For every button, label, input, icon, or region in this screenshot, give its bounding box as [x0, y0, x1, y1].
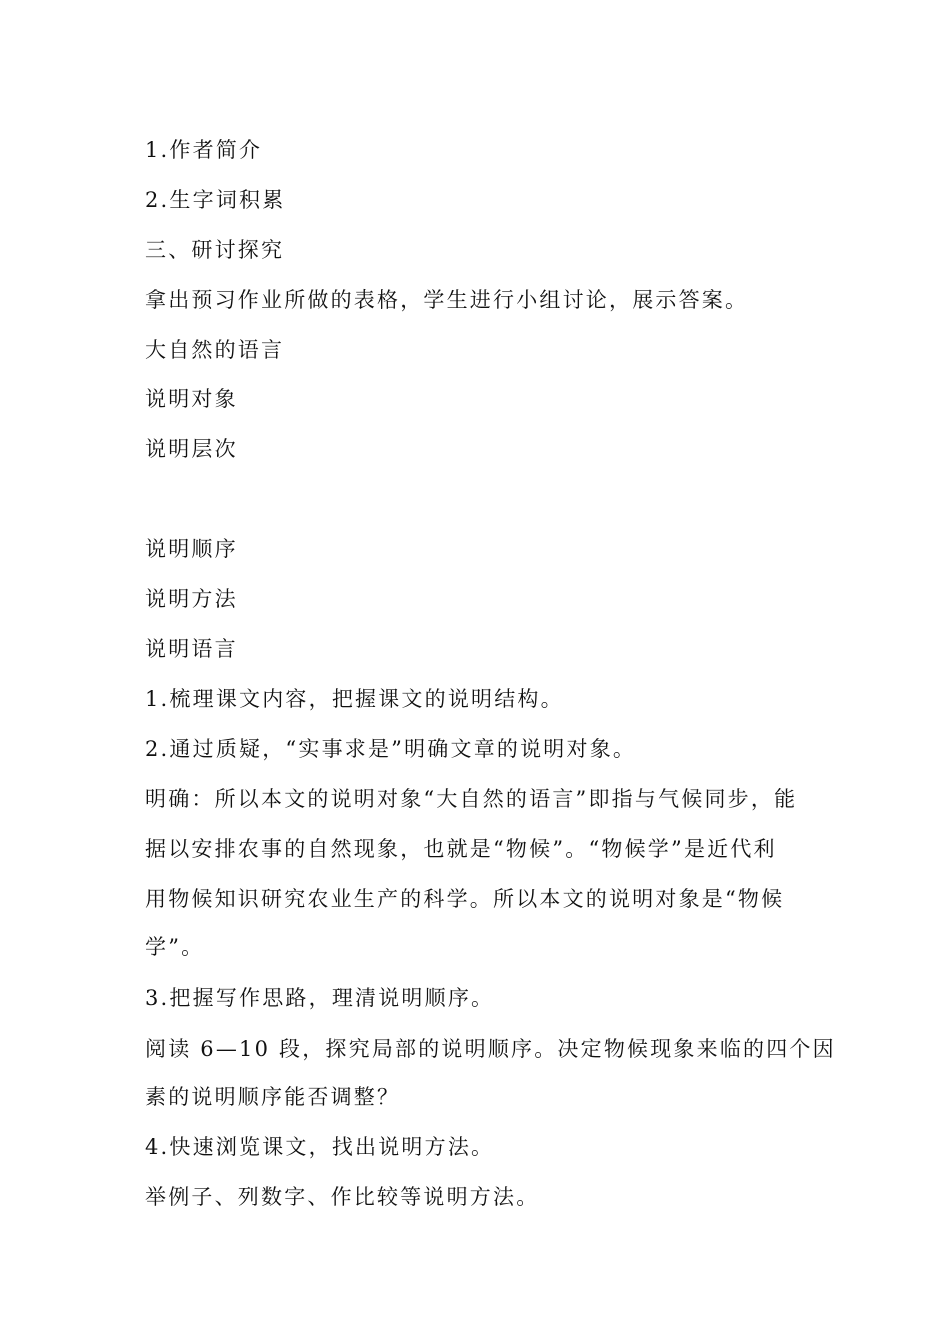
table-row-label-order: 说明顺序 — [145, 537, 238, 561]
task-item-1: 1.梳理课文内容，把握课文的说明结构。 — [145, 687, 564, 711]
task-item-3: 3.把握写作思路，理清说明顺序。 — [145, 986, 495, 1010]
answer-paragraph-line-4: 学”。 — [145, 935, 205, 959]
paragraph-instructions: 拿出预习作业所做的表格，学生进行小组讨论，展示答案。 — [145, 288, 749, 312]
table-title: 大自然的语言 — [145, 338, 285, 362]
table-row-label-language: 说明语言 — [145, 637, 238, 661]
answer-paragraph-line-3: 用物候知识研究农业生产的科学。所以本文的说明对象是“物候 — [145, 887, 785, 911]
answer-paragraph-line-2: 据以安排农事的自然现象，也就是“物候”。“物候学”是近代利 — [145, 837, 777, 861]
table-row-label-object: 说明对象 — [145, 387, 238, 411]
answer-paragraph-line-1: 明确：所以本文的说明对象“大自然的语言”即指与气候同步，能 — [145, 787, 798, 811]
methods-answer: 举例子、列数字、作比较等说明方法。 — [145, 1185, 540, 1209]
reading-task-line-1: 阅读 6—10 段，探究局部的说明顺序。决定物候现象来临的四个因 — [145, 1037, 836, 1061]
section-heading-discussion: 三、研讨探究 — [145, 238, 285, 262]
table-row-label-methods: 说明方法 — [145, 587, 238, 611]
table-row-label-levels: 说明层次 — [145, 437, 238, 461]
heading-author-intro: 1.作者简介 — [145, 138, 263, 162]
reading-task-line-2: 素的说明顺序能否调整？ — [145, 1085, 401, 1109]
task-item-4: 4.快速浏览课文，找出说明方法。 — [145, 1135, 495, 1159]
heading-vocabulary: 2.生字词积累 — [145, 188, 286, 212]
task-item-2: 2.通过质疑，“实事求是”明确文章的说明对象。 — [145, 737, 637, 761]
